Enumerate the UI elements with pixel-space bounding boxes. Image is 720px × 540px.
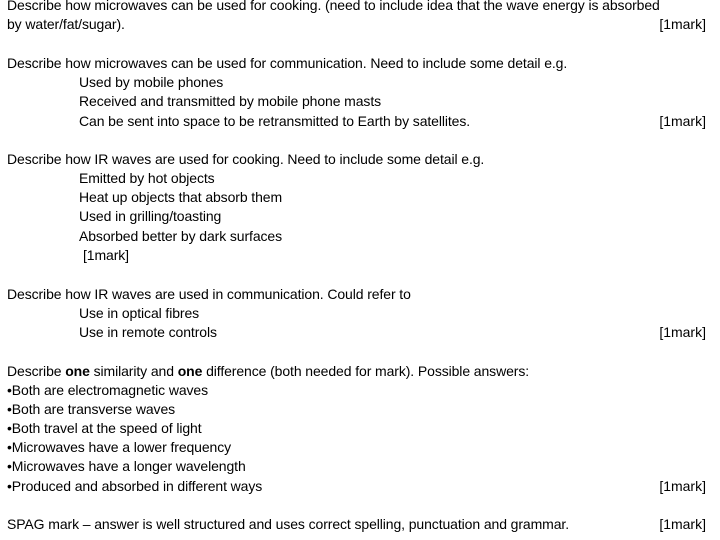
q1-mark: [1mark] [659, 16, 706, 32]
q2-point: Received and transmitted by mobile phone masts [79, 93, 382, 109]
q5-mark: [1mark] [659, 478, 706, 494]
q1-line-2: by water/fat/sugar). [7, 16, 125, 32]
q5-bullet: •Both travel at the speed of light [7, 420, 202, 436]
q4-point: Use in optical fibres [79, 305, 200, 321]
q3-stem: Describe how IR waves are used for cooking. Need to include some detail e.g. [7, 151, 485, 167]
q5-bullet: •Both are electromagnetic waves [7, 382, 209, 398]
q5-stem-emphasis: one [177, 363, 203, 379]
q5-bullet: •Both are transverse waves [7, 401, 176, 417]
q3-point: Heat up objects that absorb them [79, 189, 283, 205]
q5-stem [7, 363, 529, 380]
q2-point: Can be sent into space to be retransmitted to Earth by satellites. [79, 113, 471, 129]
q2-mark: [1mark] [659, 113, 706, 129]
q5-stem-text: difference (both needed for mark). Possible answers: [202, 363, 530, 379]
spag-text: SPAG mark – answer is well structured and uses correct spelling, punctuation and grammar. [7, 516, 569, 532]
q3-point: Emitted by hot objects [79, 170, 215, 186]
q3-point: Absorbed better by dark surfaces [79, 228, 283, 244]
q5-stem-text: Describe [7, 363, 66, 379]
q5-stem-text: similarity and [89, 363, 178, 379]
q4-mark: [1mark] [659, 324, 706, 340]
q4-point: Use in remote controls [79, 324, 217, 340]
q4-stem: Describe how IR waves are used in communication. Could refer to [7, 286, 411, 302]
q3-mark: [1mark] [83, 247, 129, 263]
q5-stem-emphasis: one [65, 363, 90, 379]
q2-point: Used by mobile phones [79, 74, 224, 90]
q5-bullet: •Microwaves have a lower frequency [7, 439, 232, 455]
q2-stem: Describe how microwaves can be used for communication. Need to include some detail e.g. [7, 55, 568, 71]
q5-bullet: •Produced and absorbed in different ways [7, 478, 263, 494]
spag-mark: [1mark] [659, 516, 706, 532]
q1-line-1: Describe how microwaves can be used for cooking. (need to include idea that the wave energy is absorbed [7, 0, 660, 13]
q3-point: Used in grilling/toasting [79, 208, 222, 224]
q5-bullet: •Microwaves have a longer wavelength [7, 458, 246, 474]
